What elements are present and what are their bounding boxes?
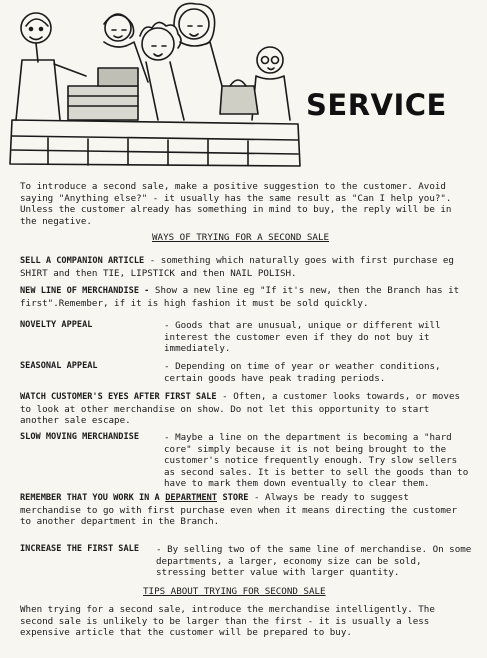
tip-desc: Show a new line eg "If it's new, then the Branch has it first".Remember, if it is high fashion it must be sold quickly. <box>20 285 460 309</box>
tip-watch-eyes <box>20 391 472 427</box>
intro-paragraph: To introduce a second sale, make a positive suggestion to the customer. Avoid saying "Anything else?" - it usually has the same result as "Can I help you?". Unless the customer already has something in mind to buy, the reply will be in the negative. <box>20 181 452 227</box>
tip-desc: - Maybe a line on the department is becoming a "hard core" simply because it is not being brought to the customer's notice frequently enough. Try slow sellers as second sales. It is better to sell the goods than to have to mark them down eventually to clear them. <box>164 432 469 490</box>
tips-heading: TIPS ABOUT TRYING FOR SECOND SALE <box>143 586 326 597</box>
ways-heading: WAYS OF TRYING FOR A SECOND SALE <box>152 232 330 243</box>
tip-desc: - something which naturally goes with first purchase eg SHIRT and then TIE, LIPSTICK and then NAIL POLISH. <box>20 255 454 279</box>
tip-desc: - Often, a customer looks towards, or moves to look at other merchandise on show. Do not let this opportunity to start another sale escape. <box>20 391 461 427</box>
tip-term: NEW LINE OF MERCHANDISE - <box>20 286 150 296</box>
tip-desc: - Goods that are unusual, unique or different will interest the customer even if they do not buy it immediately. <box>164 320 441 355</box>
closing-paragraph: When trying for a second sale, introduce the merchandise intelligently. The second sale is unlikely to be larger than the first - it is usually a less expensive article that the customer will be prepared to buy. <box>20 604 435 639</box>
tip-term: INCREASE THE FIRST SALE <box>20 544 139 554</box>
tip-department-store <box>20 492 472 528</box>
tip-term: NOVELTY APPEAL <box>20 320 93 330</box>
tip-desc: - Depending on time of year or weather conditions, certain goods have peak trading periods. <box>164 361 441 384</box>
tip-new-line <box>20 285 472 309</box>
tip-term: REMEMBER THAT YOU WORK IN A <box>20 493 160 503</box>
tip-desc: - Always be ready to suggest merchandise to go with first purchase even when it means directing the customer to another department in the Branch. <box>20 492 457 528</box>
tip-companion-article <box>20 255 472 279</box>
page-title: SERVICE <box>306 88 447 122</box>
tip-term: WATCH CUSTOMER'S EYES AFTER FIRST SALE <box>20 392 217 402</box>
tip-desc: - By selling two of the same line of merchandise. On some departments, a larger, economy size can be sold, stressing better value with larger quantity. <box>156 544 472 579</box>
shoppers-illustration <box>8 2 304 170</box>
tip-term: SELL A COMPANION ARTICLE <box>20 256 145 266</box>
tip-term-end: STORE <box>222 493 249 503</box>
tip-term: SEASONAL APPEAL <box>20 361 98 371</box>
tip-term: SLOW MOVING MERCHANDISE <box>20 432 139 442</box>
tip-term-underlined: DEPARTMENT <box>165 493 217 503</box>
